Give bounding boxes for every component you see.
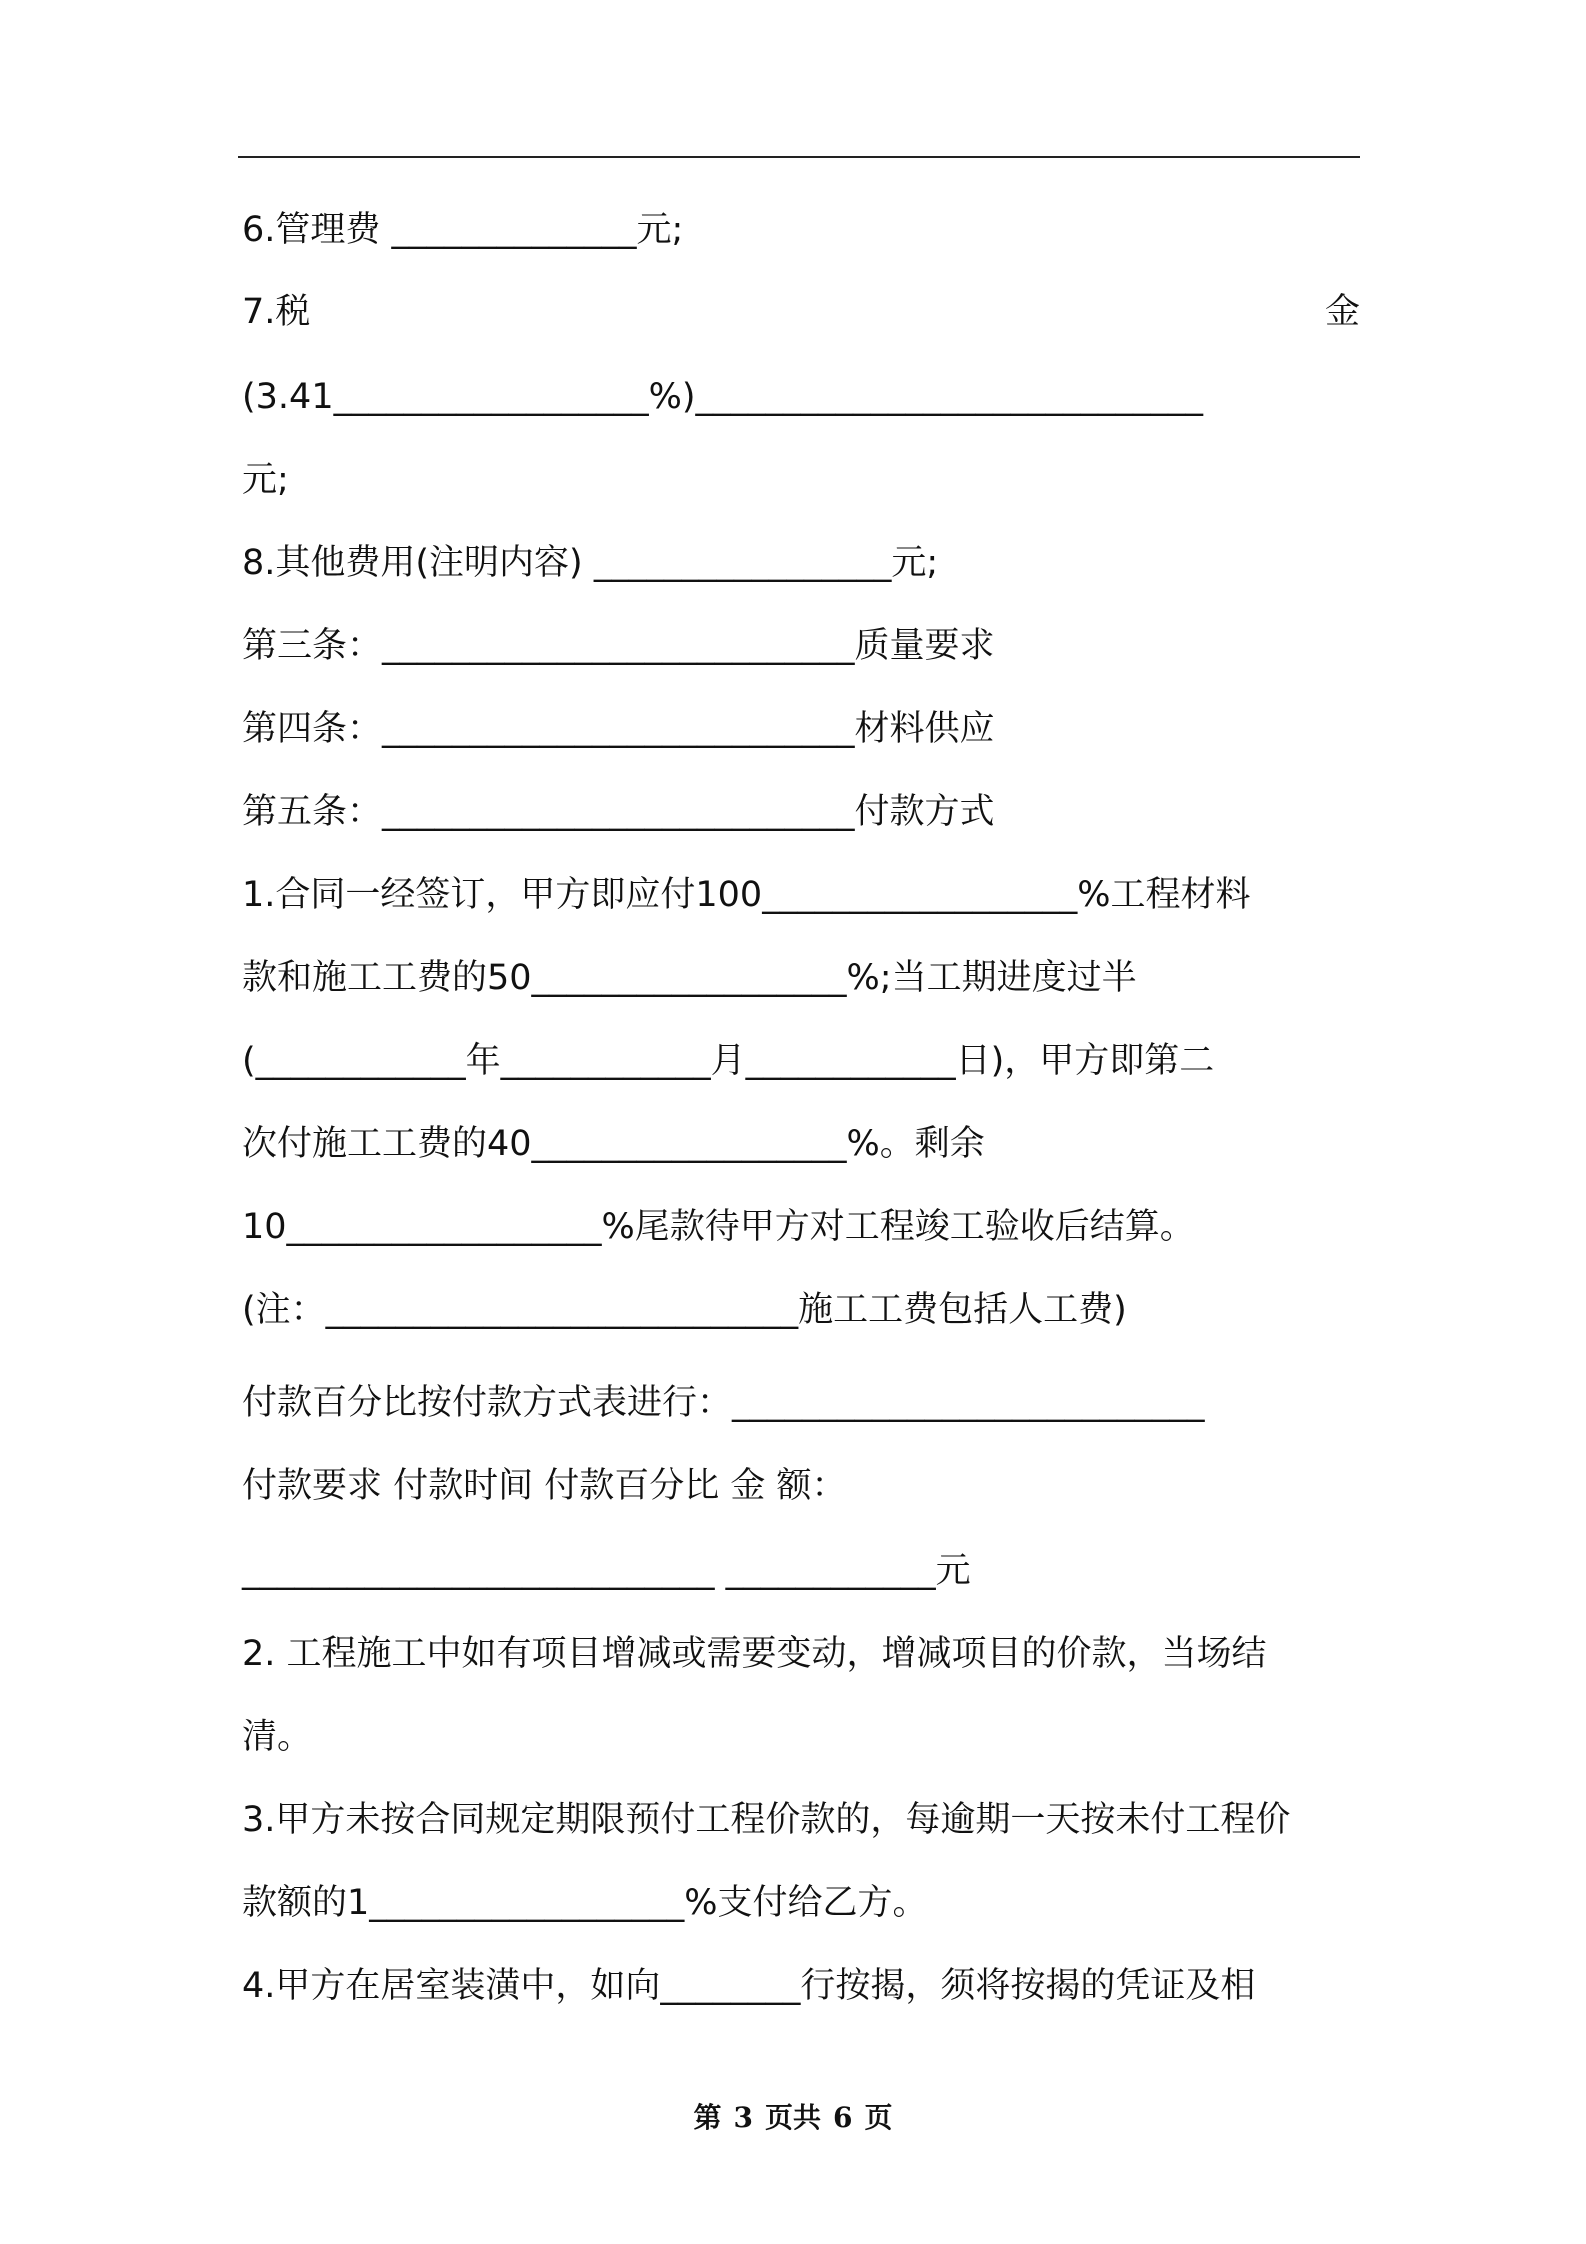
payment-clause-1-line-2: 款和施工工费的50__________________%;当工期进度过半 [242,958,1137,998]
clause-2-line-1: 2. 工程施工中如有项目增减或需要变动，增减项目的价款，当场结 [242,1634,1267,1674]
clause-4-line-1: 4.甲方在居室装潢中，如向________行按揭，须将按揭的凭证及相 [242,1966,1256,2006]
footer-middle: 页共 [764,2101,821,2134]
article-5-payment: 第五条：___________________________付款方式 [242,792,995,832]
payment-table-header: 付款要求 付款时间 付款百分比 金 额： [242,1466,847,1506]
footer-current-page: 3 [733,2101,753,2134]
payment-table-blank-row: ___________________________ ____________元 [242,1551,971,1591]
footer-suffix: 页 [864,2101,893,2134]
line-management-fee: 6.管理费 ______________元; [242,210,684,250]
payment-clause-1-line-1: 1.合同一经签订，甲方即应付100__________________%工程材料 [242,875,1251,915]
clause-3-line-2: 款额的1__________________%支付给乙方。 [242,1883,928,1923]
tax-label: 7.税 [242,292,311,332]
tax-label-end: 金 [1324,292,1360,332]
footer-total-pages: 6 [833,2101,853,2134]
payment-clause-1-line-5: 10__________________%尾款待甲方对工程竣工验收后结算。 [242,1207,1195,1247]
payment-clause-1-line-3: (____________年____________月____________日)，甲方即第二 [242,1041,1215,1081]
article-3-quality: 第三条：___________________________质量要求 [242,626,995,666]
clause-2-line-2: 清。 [242,1717,313,1757]
page-footer [0,2096,1586,2136]
header-rule [238,156,1360,158]
article-4-materials: 第四条：___________________________材料供应 [242,709,995,749]
payment-table-intro: 付款百分比按付款方式表进行：___________________________ [242,1383,1205,1423]
footer-prefix: 第 [693,2101,722,2134]
payment-note: (注：___________________________施工工费包括人工费) [242,1290,1127,1330]
line-tax-rate: (3.41__________________%)_____________________________ [242,377,1203,417]
payment-clause-1-line-4: 次付施工工费的40__________________%。剩余 [242,1124,985,1164]
clause-3-line-1: 3.甲方未按合同规定期限预付工程价款的，每逾期一天按未付工程价 [242,1800,1291,1840]
line-other-fees: 8.其他费用(注明内容) _________________元; [242,543,939,583]
line-tax-unit: 元; [242,460,289,500]
line-tax [242,288,1360,336]
